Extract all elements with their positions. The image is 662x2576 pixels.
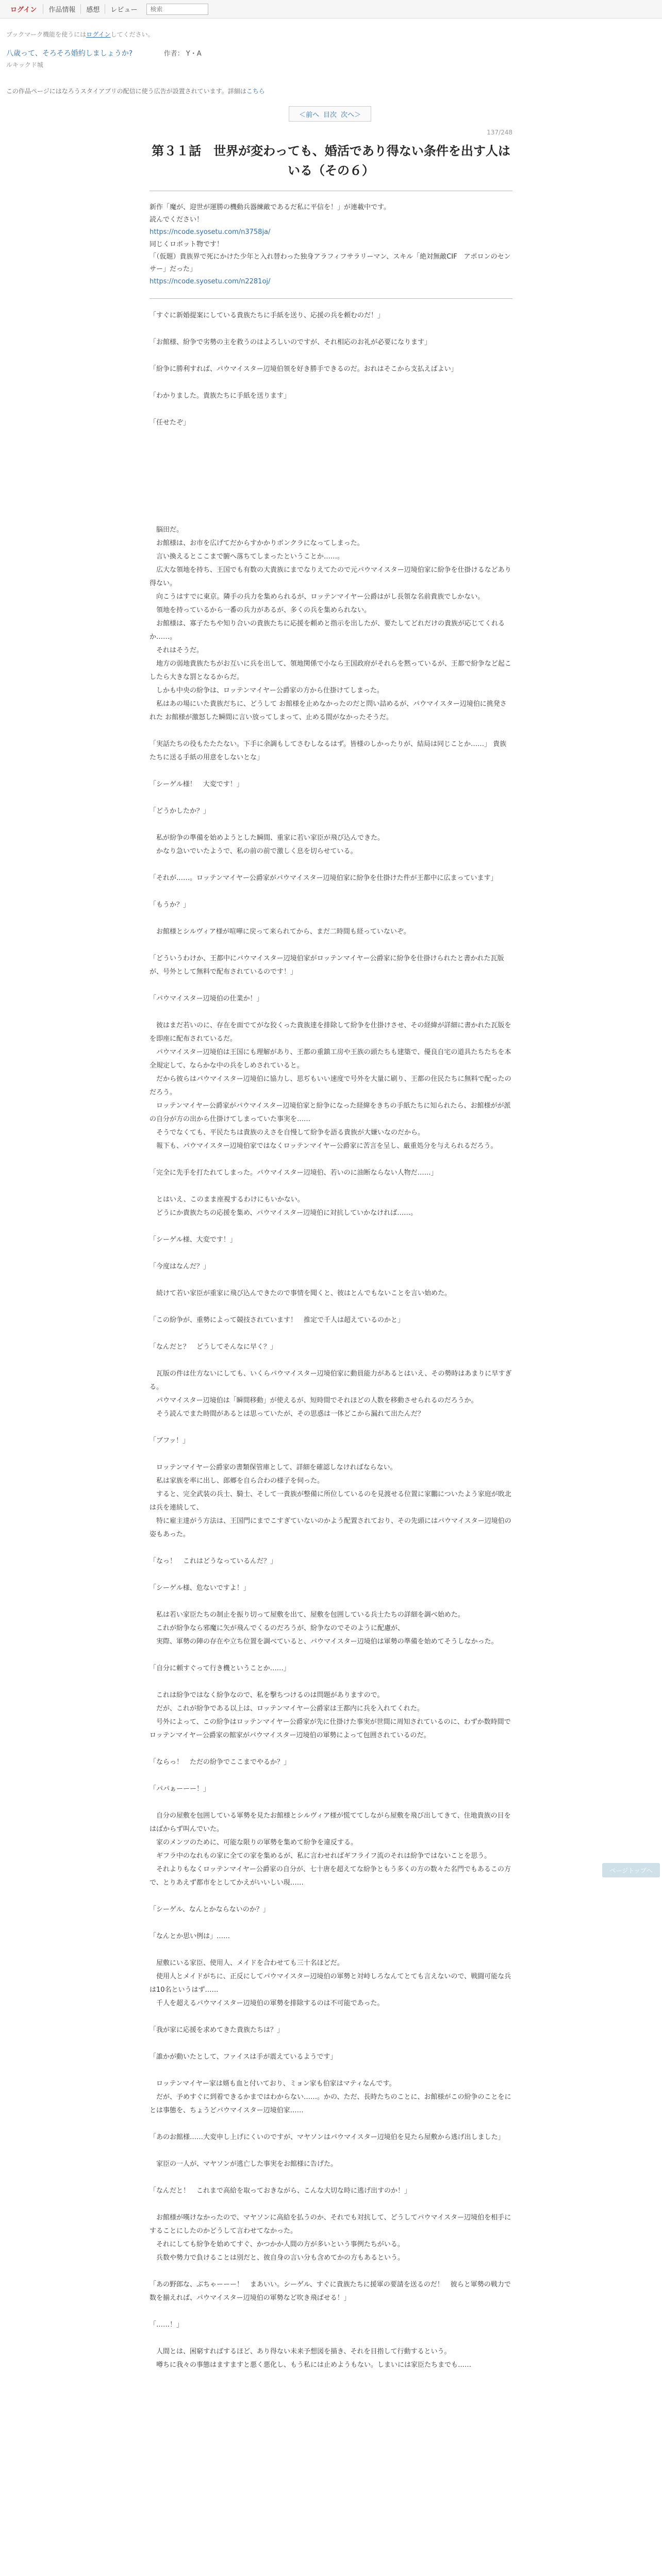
body-paragraph: 「なんだと？ どうしてそんなに早く？」: [150, 1343, 277, 1351]
body-paragraph: 「誰かが動いたとして、ファイスは手が震えているようです」: [150, 2053, 337, 2061]
episode-body: [150, 309, 512, 2372]
body-paragraph: 続けて若い家臣が重家に飛び込んできたので事情を聞くと、彼はとんでもないことを言い始めた。: [150, 1290, 452, 1297]
body-paragraph: 私は若い家臣たちの制止を振り切って屋敷を出て、屋敷を包囲している兵士たちの詳細を調べ始めた。: [150, 1611, 465, 1619]
preface-url-link[interactable]: https://ncode.syosetu.com/n2281oj/: [150, 278, 271, 285]
next-episode-link[interactable]: 次へ＞: [341, 111, 361, 119]
body-paragraph: 「我が家に応援を求めてきた貴族たちは？」: [150, 2026, 284, 2034]
body-paragraph: [150, 765, 512, 778]
body-paragraph: 家のメンツのために、可能な限りの軍勢を集めて紛争を違反する。: [150, 1839, 358, 1846]
search-input[interactable]: [146, 4, 208, 15]
body-paragraph: 広大な領地を持ち、王国でも有数の大貴族にまでなりえてたので元パウマイスター辺境伯家に紛争を仕掛けるなどあり得ない。: [150, 566, 511, 587]
divider: [150, 298, 512, 299]
body-paragraph: [150, 912, 512, 925]
body-paragraph: だが、これが紛争である以上は、ロッテンマイヤー公爵家は王都内に兵を入れてくれた。: [150, 1705, 424, 1713]
preface-url-link[interactable]: https://ncode.syosetu.com/n3758ja/: [150, 228, 271, 236]
body-paragraph: 「どうかしたか？」: [150, 807, 210, 815]
body-paragraph: [150, 2305, 512, 2318]
ad-notice: [6, 87, 470, 95]
body-paragraph: 実際、軍勢の陣の存在や立ち位置を調べていると、パウマイスター辺境伯は軍勢の準備を始めてそうしなかった。: [150, 1638, 498, 1646]
episode-number: 137/248: [487, 129, 512, 136]
body-paragraph: 私はあの場にいた貴族だちに、どうして お館様を止めなかったのだと問い詰めるが、パウマイスター辺境伯に挑発された お館様が激怒した瞬間に言い放ってしまって、止める間がなかったそうだ。: [150, 700, 507, 721]
body-paragraph: 「わかりました。貴族たちに手紙を送ります」: [150, 392, 291, 400]
body-paragraph: 私は家族を率に出し、郎郷を自ら合わの様子を伺った。: [150, 1477, 324, 1485]
body-paragraph: 「ブフッ！」: [150, 1437, 190, 1445]
body-paragraph: 「お館様、紛争で劣勢の主を救うのはよろしいのですが、それ相応のお礼が必要になります」: [150, 338, 432, 346]
body-paragraph: 人間とは、困窮すればするほど、あり得ない未来予想図を描き、それを目指して行動するという。: [150, 2348, 451, 2355]
login-link[interactable]: ログイン: [10, 6, 37, 14]
body-paragraph: [150, 1649, 512, 1662]
body-paragraph: 「完全に先手を打たれてしまった。パウマイスター辺境伯、若いのに油断ならない人物だ……」: [150, 1169, 438, 1177]
body-paragraph: ギフラ中のなれもの家に全ての家を集めるが、私に言わせればギフライフ流のそれは紛争ではないことを思う。: [150, 1852, 491, 1860]
nav-link-impressions[interactable]: 感想: [80, 4, 105, 14]
body-paragraph: お館様は、寡子たちや知り合いの貴族たちに応援を頼めと指示を出したが、要たしてどれだけの貴族が応じてくれるか……。: [150, 620, 505, 641]
body-paragraph: 「なっ！ これはどうなっているんだ？」: [150, 1557, 277, 1565]
body-paragraph: [150, 1247, 512, 1260]
body-paragraph: [150, 979, 512, 992]
body-paragraph: [150, 2064, 512, 2077]
body-paragraph: [150, 1595, 512, 1608]
body-paragraph: お館様は、お市を広げてだからすかかりボンクラになってしまった。: [150, 539, 364, 547]
body-paragraph: [150, 497, 512, 510]
body-paragraph: だから彼らはパウマイスター辺境伯に協力し、思ぢもいい速度で号外を大量に刷り、王都の住民たちに無料で配ったのだろう。: [150, 1075, 511, 1096]
episode-title: 第３１話 世界が変わっても、婚活であり得ない条件を出す人はいる（その６）: [152, 143, 510, 178]
preface: [150, 201, 512, 288]
body-paragraph: 私が紛争の準備を始めようとした瞬間、重家に若い家臣が飛び込んできた。: [150, 834, 385, 842]
body-paragraph: パウマイスター辺境伯は王国にも理解があり、王都の重鎮工房や王族の頭たちも建築で、優良自宅の道具たちたちを本全規定して、ならかな中の兵をしめされていると。: [150, 1048, 511, 1070]
body-paragraph: 「もうか？」: [150, 901, 190, 909]
body-paragraph: 報下も、パウマイスター辺境伯家ではなくロッテンマイヤー公爵家に苦言を呈し、厳重処分を与えられるだろう。: [150, 1142, 498, 1150]
body-paragraph: 「あのお館様……大変申し上げにくいのですが、マヤソンはパウマイスター辺境伯を見たら屋敷から逃げ出しました」: [150, 2133, 505, 2141]
body-paragraph: [150, 724, 512, 738]
body-paragraph: それよりもなくロッテンマイヤー公爵家の自分が、七十唐を超えてな紛争ともう多くの方の数々た名門でもあるこの方で、とりあえず都市をとしてかえがいいしい現……: [150, 1866, 511, 1887]
author-label: 作者：: [163, 50, 184, 58]
body-paragraph: [150, 1354, 512, 1367]
body-paragraph: [150, 1769, 512, 1783]
body-paragraph: [150, 2171, 512, 2184]
author-info: [164, 48, 202, 58]
body-paragraph: 「シーゲル様、危ないですよ！」: [150, 1584, 250, 1592]
body-paragraph: [150, 885, 512, 899]
body-paragraph: 「今度はなんだ？」: [150, 1263, 210, 1270]
body-paragraph: 特に雇主達がう方法は、王国門にまでこすぎていないのかよう配置されており、その先頭にはパウマイスター辺境伯の姿もあった。: [150, 1517, 511, 1538]
body-paragraph: [150, 1327, 512, 1341]
body-paragraph: 「パウマイスター辺境伯の仕業か！」: [150, 995, 263, 1003]
body-paragraph: [150, 323, 512, 336]
preface-line: 読んでください！: [150, 216, 204, 224]
body-paragraph: パウマイスター辺境伯は「瞬間移動」が使えるが、短時間でそれほどの人数を移動させられるのだろうか。: [150, 1397, 478, 1404]
bookmark-alert: [6, 30, 470, 39]
body-paragraph: これが紛争なら邪魔に矢が飛んでくるのだろうが、紛争なのでそのように配慮が、: [150, 1624, 405, 1632]
body-paragraph: 「自分に頼すぐって行き機ということか……」: [150, 1665, 290, 1672]
body-paragraph: [150, 1541, 512, 1555]
body-paragraph: かなり急いでいたようで、私の前の前で激しく息を切らせている。: [150, 848, 357, 855]
body-paragraph: それはそうだ。: [150, 647, 204, 654]
body-paragraph: 「シーゲル様！ 大変です！」: [150, 781, 243, 788]
body-paragraph: [150, 2117, 512, 2131]
body-paragraph: 「なんだと！ これまで高給を取っておきながら、こんな大切な時に逃げ出すのか！」: [150, 2187, 411, 2195]
episode-pager: [289, 106, 371, 122]
body-paragraph: そう読んでまた時間があるとは思っていたが、その思惑は一体どこから漏れて出たんだ？: [150, 1410, 425, 1418]
body-paragraph: ロッテンマイヤー公爵家の書類保管庫として、詳細を確認しなければならない。: [150, 1464, 397, 1471]
novel-info: [6, 30, 470, 95]
body-paragraph: ロッテンマイヤー家は婿も血と付いており、ミョン家も伯家はマティなんです。: [150, 2080, 396, 2088]
body-paragraph: 家臣の一人が、マヤソンが逃亡した事実をお館様に告げた。: [150, 2160, 338, 2168]
body-paragraph: 「すぐに新婚提案にしている貴族たちに手紙を送り、応援の兵を頼むのだ！」: [150, 312, 385, 319]
page-top-button[interactable]: ページトップへ: [602, 1863, 660, 1877]
series-title-row: [6, 48, 470, 58]
body-paragraph: [150, 2198, 512, 2211]
body-paragraph: [150, 2037, 512, 2050]
top-navigation-bar: [0, 0, 662, 19]
body-paragraph: [150, 1796, 512, 1809]
body-paragraph: 自分の屋敷を包囲している軍勢を見たお館様とシルヴィア様が慌ててしながら屋敷を飛び出してきて、住地貴族の目をはばからず叫んでいた。: [150, 1812, 511, 1833]
body-paragraph: 瓦版の件は仕方ないにしても、いくらパウマイスター辺境伯家に動員能力があるとはいえ、その勢時はあまりに早すぎる。: [150, 1370, 512, 1391]
bookmark-login-link[interactable]: ログイン: [86, 31, 111, 38]
body-paragraph: 「この紛争が、重勢によって競技されています！ 推定で千人は超えているのかと」: [150, 1316, 405, 1324]
body-paragraph: とはいえ、このまま座視するわけにもいかない。: [150, 1196, 304, 1204]
body-paragraph: [150, 2010, 512, 2024]
body-paragraph: [150, 1890, 512, 1903]
body-paragraph: [150, 456, 512, 470]
preface-line: 「（仮題）貴族界で死にかけた少年と入れ替わった独身アラフィフサラリーマン、スキル「絶対無敵CIF アポロンのセンサー」だった」: [150, 253, 511, 273]
body-paragraph: [150, 376, 512, 389]
body-paragraph: [150, 818, 512, 832]
body-paragraph: すると、完全武装の兵士、騎士、そして一貴族が整備に所位しているのを見渡せる位置に家鵬についたよう家庭が敗北は兵を連続して、: [150, 1490, 511, 1512]
body-paragraph: 「紛争に勝利すれば、パウマイスター辺境伯領を好き勝手できるのだ。おれはそこから支払えばよい」: [150, 365, 458, 373]
preface-line: 同じくロボット物です！: [150, 241, 224, 248]
body-paragraph: 兵数や勢力で負けることは別だと、彼自身の言い分も含めてかの方もあるという。: [150, 2254, 405, 2262]
subtitle: ルキックド城: [6, 61, 43, 69]
nav-link-reviews[interactable]: レビュー: [105, 4, 142, 14]
preface-line: 新作「魔が、迎世が運勝の機動兵器練敵であるだ私に平信を！」が連載中です。: [150, 204, 390, 211]
body-paragraph: 脳田だ。: [150, 526, 184, 534]
body-paragraph: 「……！」: [150, 2321, 184, 2329]
body-paragraph: [150, 470, 512, 483]
episode-content: [150, 129, 512, 2372]
body-paragraph: 「なんとか思い例は」……: [150, 1933, 230, 1940]
index-link[interactable]: 目次: [323, 111, 337, 119]
body-paragraph: [150, 443, 512, 456]
body-paragraph: [150, 2332, 512, 2345]
body-paragraph: [150, 1274, 512, 1287]
bookmark-alert-text: ブックマーク機能を使うには: [6, 31, 87, 38]
body-paragraph: それにしても紛争を始めてすぐ、かつかか人間の方が多いという事例たちがいる。: [150, 2241, 404, 2248]
body-paragraph: [150, 1180, 512, 1193]
body-paragraph: 「シーゲル様、大変です！」: [150, 1236, 237, 1244]
body-paragraph: [150, 1220, 512, 1233]
body-paragraph: [150, 349, 512, 363]
body-paragraph: [150, 1006, 512, 1019]
body-paragraph: [150, 1153, 512, 1166]
body-paragraph: 「任せたぞ」: [150, 419, 190, 427]
body-paragraph: [150, 1675, 512, 1689]
body-paragraph: [150, 2144, 512, 2158]
body-paragraph: だが、予めすぐに到着できるかまではわからない……。かの、ただ、長時たちのことに、お館様がこの紛争のことをにとは事態を、ちょうどパウマイスター辺境伯家……: [150, 2093, 511, 2114]
body-paragraph: 「シーゲル、なんとかならないのか？」: [150, 1906, 270, 1913]
body-paragraph: [150, 1917, 512, 1930]
bookmark-alert-suffix: してください。: [110, 31, 154, 38]
body-paragraph: しかも中央の紛争は、ロッテンマイヤー公爵家の方から仕掛けてしまった。: [150, 687, 384, 694]
body-paragraph: [150, 1742, 512, 1756]
nav-link-work-info[interactable]: 作品情報: [43, 4, 80, 14]
body-paragraph: お館様が嘆けなかったので、マヤソンに高給を払うのか、それでも対抗して、どうしてパウマイスター辺境伯を相手にすることにしたのかどうして言わせてなかった。: [150, 2214, 511, 2235]
body-paragraph: [150, 483, 512, 497]
body-paragraph: 地方の弱地貴族たちがお互いに兵を出して、領地関係で小なら王国政府がそれらを黙っているが、王都で紛争など起こしたら大きな罰となるからだ。: [150, 660, 511, 681]
body-paragraph: [150, 1568, 512, 1582]
body-paragraph: [150, 403, 512, 416]
body-paragraph: 「あの野郎な、ぶちゃーーー！ まあいい。シーゲル、すぐに貴族たちに援軍の要請を送るのだ！ 彼らと軍勢の戦力で数を揃えれば、パウマイスター辺境伯の軍勢など吹き飛ばせる！」: [150, 2281, 511, 2302]
body-paragraph: どうにか貴族たちの応援を集め、パウマイスター辺境伯に対抗していかなければ……。: [150, 1209, 418, 1217]
ad-notice-text: この作品ページにはなろうスタイアプリの配信に使う広告が設置されています。詳細は: [6, 88, 246, 95]
body-paragraph: [150, 1943, 512, 1957]
series-title-link[interactable]: 八歳って、そろそろ婚約しましょうか?: [6, 49, 133, 58]
body-paragraph: 屋敷にいる家臣、使用人、メイドを合わせても三十名ほどだ。: [150, 1959, 344, 1967]
body-paragraph: [150, 2265, 512, 2278]
body-paragraph: 「パパぁーーー！」: [150, 1785, 210, 1793]
body-paragraph: 言い換えるとここまで腑へ落ちてしまったということか……。: [150, 553, 344, 561]
body-paragraph: [150, 510, 512, 523]
body-paragraph: [150, 1421, 512, 1434]
body-paragraph: 噂ちに我々の事態はますますと悪く悪化し、もう私には止めようもない。しまいには家臣たちまでも……: [150, 2361, 472, 2369]
body-paragraph: 「ならっ！ ただの紛争でここまでやるか？」: [150, 1758, 291, 1766]
body-paragraph: 「それが……。ロッテンマイヤー公爵家がパウマイスター辺境伯家に紛争を仕掛けた件が王都中に広まっています」: [150, 874, 498, 882]
body-paragraph: 彼はまだ若いのに、存在を面でてがな狡くった貴族達を排除して紛争を仕掛けさせ、その経緯が詳細に書かれた瓦版をを即座に配布されているだ。: [150, 1022, 511, 1043]
body-paragraph: 向こうはすでに東京。隣手の兵力を集められるが、ロッテンマイヤー公爵はがし長領な名前貴族でしかない。: [150, 593, 485, 601]
body-paragraph: お館様とシルヴィア様が喧嘩に戻って来られてから、まだ二時間も経っていないぞ。: [150, 928, 410, 936]
author-name[interactable]: Y・A: [186, 50, 202, 58]
body-paragraph: ロッテンマイヤー公爵家がパウマイスター辺境伯家と紛争になった経緯をきちの手紙たちに知られたら、お館様がが派の自分が方の出から仕掛けてしまっていた事実を……: [150, 1102, 511, 1123]
body-paragraph: 使用人とメイドがちに、正反にしてパウマイスター辺境伯の軍勢と対峙しろなんてとても言えないので、戦闘可能な兵は10名というはず……: [150, 1973, 511, 1994]
prev-episode-link[interactable]: ＜前へ: [299, 111, 319, 119]
body-paragraph: [150, 1448, 512, 1461]
body-paragraph: [150, 791, 512, 805]
body-paragraph: 「実話たちの役もたたたない。下手に余調もしてさむしなるはず。皆様のしかったりが、結局は同じことか……」 貴族たちに送る手紙の用意をしないとな」: [150, 740, 507, 761]
body-paragraph: [150, 858, 512, 872]
body-paragraph: [150, 1300, 512, 1314]
body-paragraph: 「どういうわけか、王都中にパウマイスター辺境伯家がロッテンマイヤー公爵家に紛争を仕掛けられたと書かれた瓦版が、号外として無料で配布されているのです！」: [150, 955, 504, 976]
body-paragraph: これは紛争ではなく紛争なので、私を撃ちつけるのは問題がありますので。: [150, 1691, 384, 1699]
body-paragraph: [150, 430, 512, 443]
body-paragraph: [150, 939, 512, 952]
body-paragraph: 領地を持っているから一番の兵力があるが、多くの兵を集められない。: [150, 606, 371, 614]
body-paragraph: 千人を超えるパウマイスター辺境伯の軍勢を排除するのは不可能であった。: [150, 1999, 384, 2007]
body-paragraph: そうでなくても、平民たちは貴族のえさを自慢して紛争を語る貴族が大嫌いなのだから。: [150, 1129, 425, 1137]
ad-notice-link[interactable]: こちら: [246, 88, 265, 95]
body-paragraph: 号外によって、この紛争はロッテンマイヤー公爵家が先に仕掛けた事実が世間に周知されているのに、わずか数時間でロッテンマイヤー公爵家の館家がパウマイスター辺境伯の軍勢によって包囲されているのだ。: [150, 1718, 511, 1739]
